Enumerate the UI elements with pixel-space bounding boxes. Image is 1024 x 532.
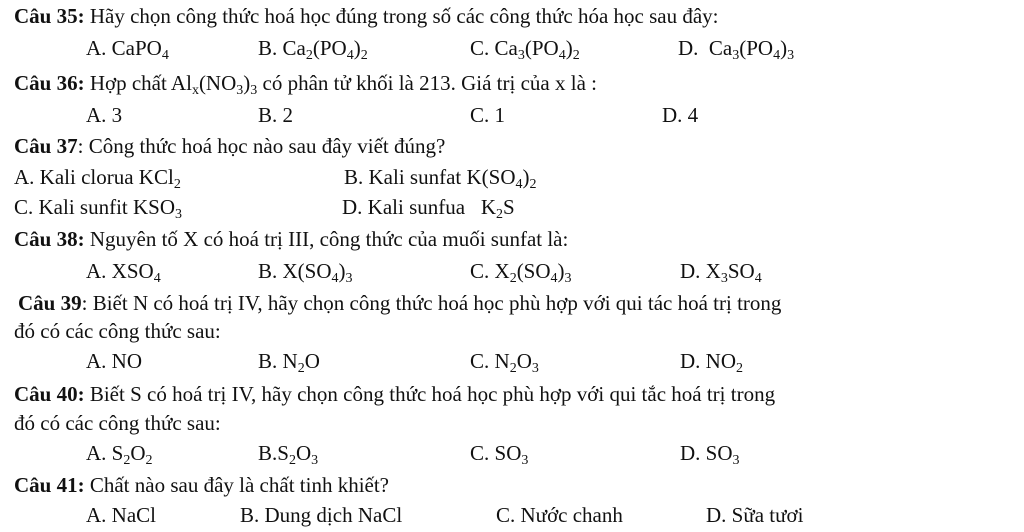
subscript: 2 [736,361,744,376]
formula-text: Ca [494,36,518,60]
question-text: có phân tử khối là 213. Giá trị của x là : [257,71,597,95]
formula [494,36,580,63]
option-41-c [496,502,623,529]
question-text: Biết S có hoá trị IV, hãy chọn công thức hoá học phù hợp với qui tắc hoá trị trong [84,382,776,406]
question-label: Câu 36: [14,71,85,95]
option-text: Sữa tươi [731,503,804,527]
option-38-d [680,258,762,285]
option-40-a [86,440,153,467]
option-35-a [86,35,169,62]
formula-text: (SO [516,259,551,283]
question-label: Câu 40: [14,382,85,406]
question-text: ) [243,71,251,95]
subscript: 4 [773,48,781,63]
option-letter: B. [258,259,278,283]
formula [494,441,529,468]
question-35 [14,3,719,30]
formula-text: S [277,441,289,465]
option-39-d [680,348,743,375]
formula-text: X(SO [282,259,332,283]
subscript: 3 [517,48,525,63]
formula-text: XSO [111,259,154,283]
option-letter: A. [86,503,107,527]
option-text: Dung dịch NaCl [264,503,403,527]
question-41 [14,472,389,499]
question-label: Câu 38: [14,227,85,251]
option-letter: C. [470,441,490,465]
question-text: đó có các công thức sau: [14,319,221,343]
option-letter: B. [258,349,278,373]
option-letter: D. [680,259,701,283]
option-text: 4 [687,103,699,127]
question-label: Câu 35: [14,4,85,28]
subscript: 4 [754,271,762,286]
option-letter: B. [240,503,260,527]
subscript: 3 [521,453,529,468]
option-41-b [240,502,402,529]
question-text: Nguyên tố X có hoá trị III, công thức của muối sunfat là: [84,227,569,251]
subscript: 2 [529,177,537,192]
formula-text: S [111,441,124,465]
option-letter: A. [86,103,107,127]
question-text: (NO [198,71,237,95]
option-letter: D. [680,441,701,465]
option-letter: D. [706,503,727,527]
option-text: Kali sunfit KSO [38,195,176,219]
subscript: 2 [360,48,368,63]
question-text: Hãy chọn công thức hoá học đúng trong số các công thức hóa học sau đây: [84,4,719,28]
subscript: 2 [305,48,313,63]
option-text: ) [522,165,530,189]
formula-text: ) [557,259,565,283]
option-letter: C. [496,503,516,527]
question-text: đó có các công thức sau: [14,411,221,435]
subscript: 4 [515,177,523,192]
formula [705,441,740,468]
question-text: Hợp chất Al [84,71,192,95]
option-letter: C. [470,259,490,283]
option-letter: B. [344,165,364,189]
option-38-c [470,258,572,285]
formula-text: Ca [282,36,306,60]
option-41-d [706,502,803,529]
question-text: : Biết N có hoá trị IV, hãy chọn công thức hoá học phù hợp với qui tác hoá trị trong [81,291,782,315]
subscript: x [191,83,199,98]
option-39-c [470,348,539,375]
option-37-c [14,194,182,221]
formula [112,349,142,373]
subscript: 3 [531,361,539,376]
formula [282,349,320,376]
formula [111,441,153,468]
formula [494,349,539,376]
option-letter: A. [86,349,107,373]
question-40 [14,381,775,408]
option-letter: A. [14,165,35,189]
formula-text: (PO [524,36,559,60]
formula-text: NO [111,349,143,373]
option-letter: D. [342,195,363,219]
formula-text: SO [727,259,755,283]
option-35-c [470,35,580,62]
formula-text: ) [338,259,346,283]
formula-text: CaPO [111,36,162,60]
formula [705,349,744,376]
subscript: 4 [550,271,558,286]
subscript: 2 [145,453,153,468]
formula [705,259,762,286]
option-39-b [258,348,320,375]
option-letter: D. [662,103,683,127]
formula-text: O [304,349,320,373]
option-41-a [86,502,156,529]
subscript: 3 [732,453,740,468]
question-36 [14,70,597,97]
question-37 [14,133,445,160]
question-39 [18,290,781,317]
option-36-a [86,102,122,129]
subscript: 2 [509,361,517,376]
option-letter: B. [258,441,278,465]
question-40-continued [14,410,221,437]
subscript: 4 [153,271,161,286]
formula [277,441,319,468]
formula [282,36,368,63]
subscript: 3 [311,453,319,468]
formula [111,259,161,286]
option-40-b [258,440,318,467]
option-text: 2 [282,103,294,127]
formula-text: Ca [708,36,733,60]
formula [494,259,572,286]
option-38-b [258,258,353,285]
formula-text: SO [705,441,733,465]
option-40-d [680,440,740,467]
subscript: 4 [346,48,354,63]
subscript: 4 [161,48,169,63]
option-text: Kali sunfat K(SO [368,165,516,189]
subscript: 2 [509,271,517,286]
option-text: Nước chanh [520,503,623,527]
subscript: 4 [331,271,339,286]
option-letter: B. [258,103,278,127]
formula-text: O [130,441,146,465]
option-text: 3 [111,103,123,127]
question-label: Câu 41: [14,473,85,497]
subscript: 2 [173,177,181,192]
formula [708,36,795,63]
subscript: 2 [288,453,296,468]
question-text: Chất nào sau đây là chất tinh khiết? [84,473,390,497]
formula-text: X [705,259,721,283]
subscript: 3 [787,48,795,63]
question-label: Câu 39 [18,291,82,315]
subscript: 3 [250,83,258,98]
subscript: 4 [558,48,566,63]
option-35-b [258,35,368,62]
formula-text: N [494,349,510,373]
option-37-b [344,164,537,191]
formula-text: ) [353,36,361,60]
option-40-c [470,440,528,467]
subscript: 3 [236,83,244,98]
option-text: 1 [494,103,506,127]
subscript: 2 [297,361,305,376]
subscript: 3 [732,48,740,63]
option-35-d [678,35,794,62]
formula-text: O [516,349,532,373]
option-letter: A. [86,259,107,283]
formula-text: ) [780,36,788,60]
formula-text: O [295,441,312,465]
option-letter: A. [86,441,107,465]
question-text: : Công thức hoá học nào sau đây viết đúng? [77,134,446,158]
option-37-d [342,194,515,221]
subscript: 3 [564,271,572,286]
subscript: 3 [175,207,183,222]
option-letter: C. [14,195,34,219]
formula-text: ) [565,36,573,60]
option-37-a [14,164,181,191]
option-letter: D. [678,36,699,60]
formula-text: N [282,349,298,373]
question-38 [14,226,568,253]
option-text: Kali clorua KCl [39,165,174,189]
question-label: Câu 37 [14,134,78,158]
formula-text: NO [705,349,737,373]
option-letter: C. [470,349,490,373]
option-text: S [502,195,515,219]
subscript: 3 [345,271,353,286]
option-36-d [662,102,698,129]
subscript: 2 [495,207,503,222]
subscript: 3 [720,271,728,286]
option-39-a [86,348,142,375]
option-letter: C. [470,103,490,127]
subscript: 2 [572,48,580,63]
formula [111,36,169,63]
subscript: 2 [123,453,131,468]
option-letter: C. [470,36,490,60]
formula-text: (PO [312,36,347,60]
question-39-continued [14,318,221,345]
formula-text: X [494,259,510,283]
option-text: Kali sunfua K [367,195,496,219]
option-letter: D. [680,349,701,373]
formula-text: (PO [739,36,774,60]
option-38-a [86,258,161,285]
option-text: NaCl [111,503,156,527]
option-36-c [470,102,505,129]
formula-text: SO [494,441,522,465]
option-36-b [258,102,293,129]
option-letter: A. [86,36,107,60]
formula [282,259,353,286]
option-letter: B. [258,36,278,60]
